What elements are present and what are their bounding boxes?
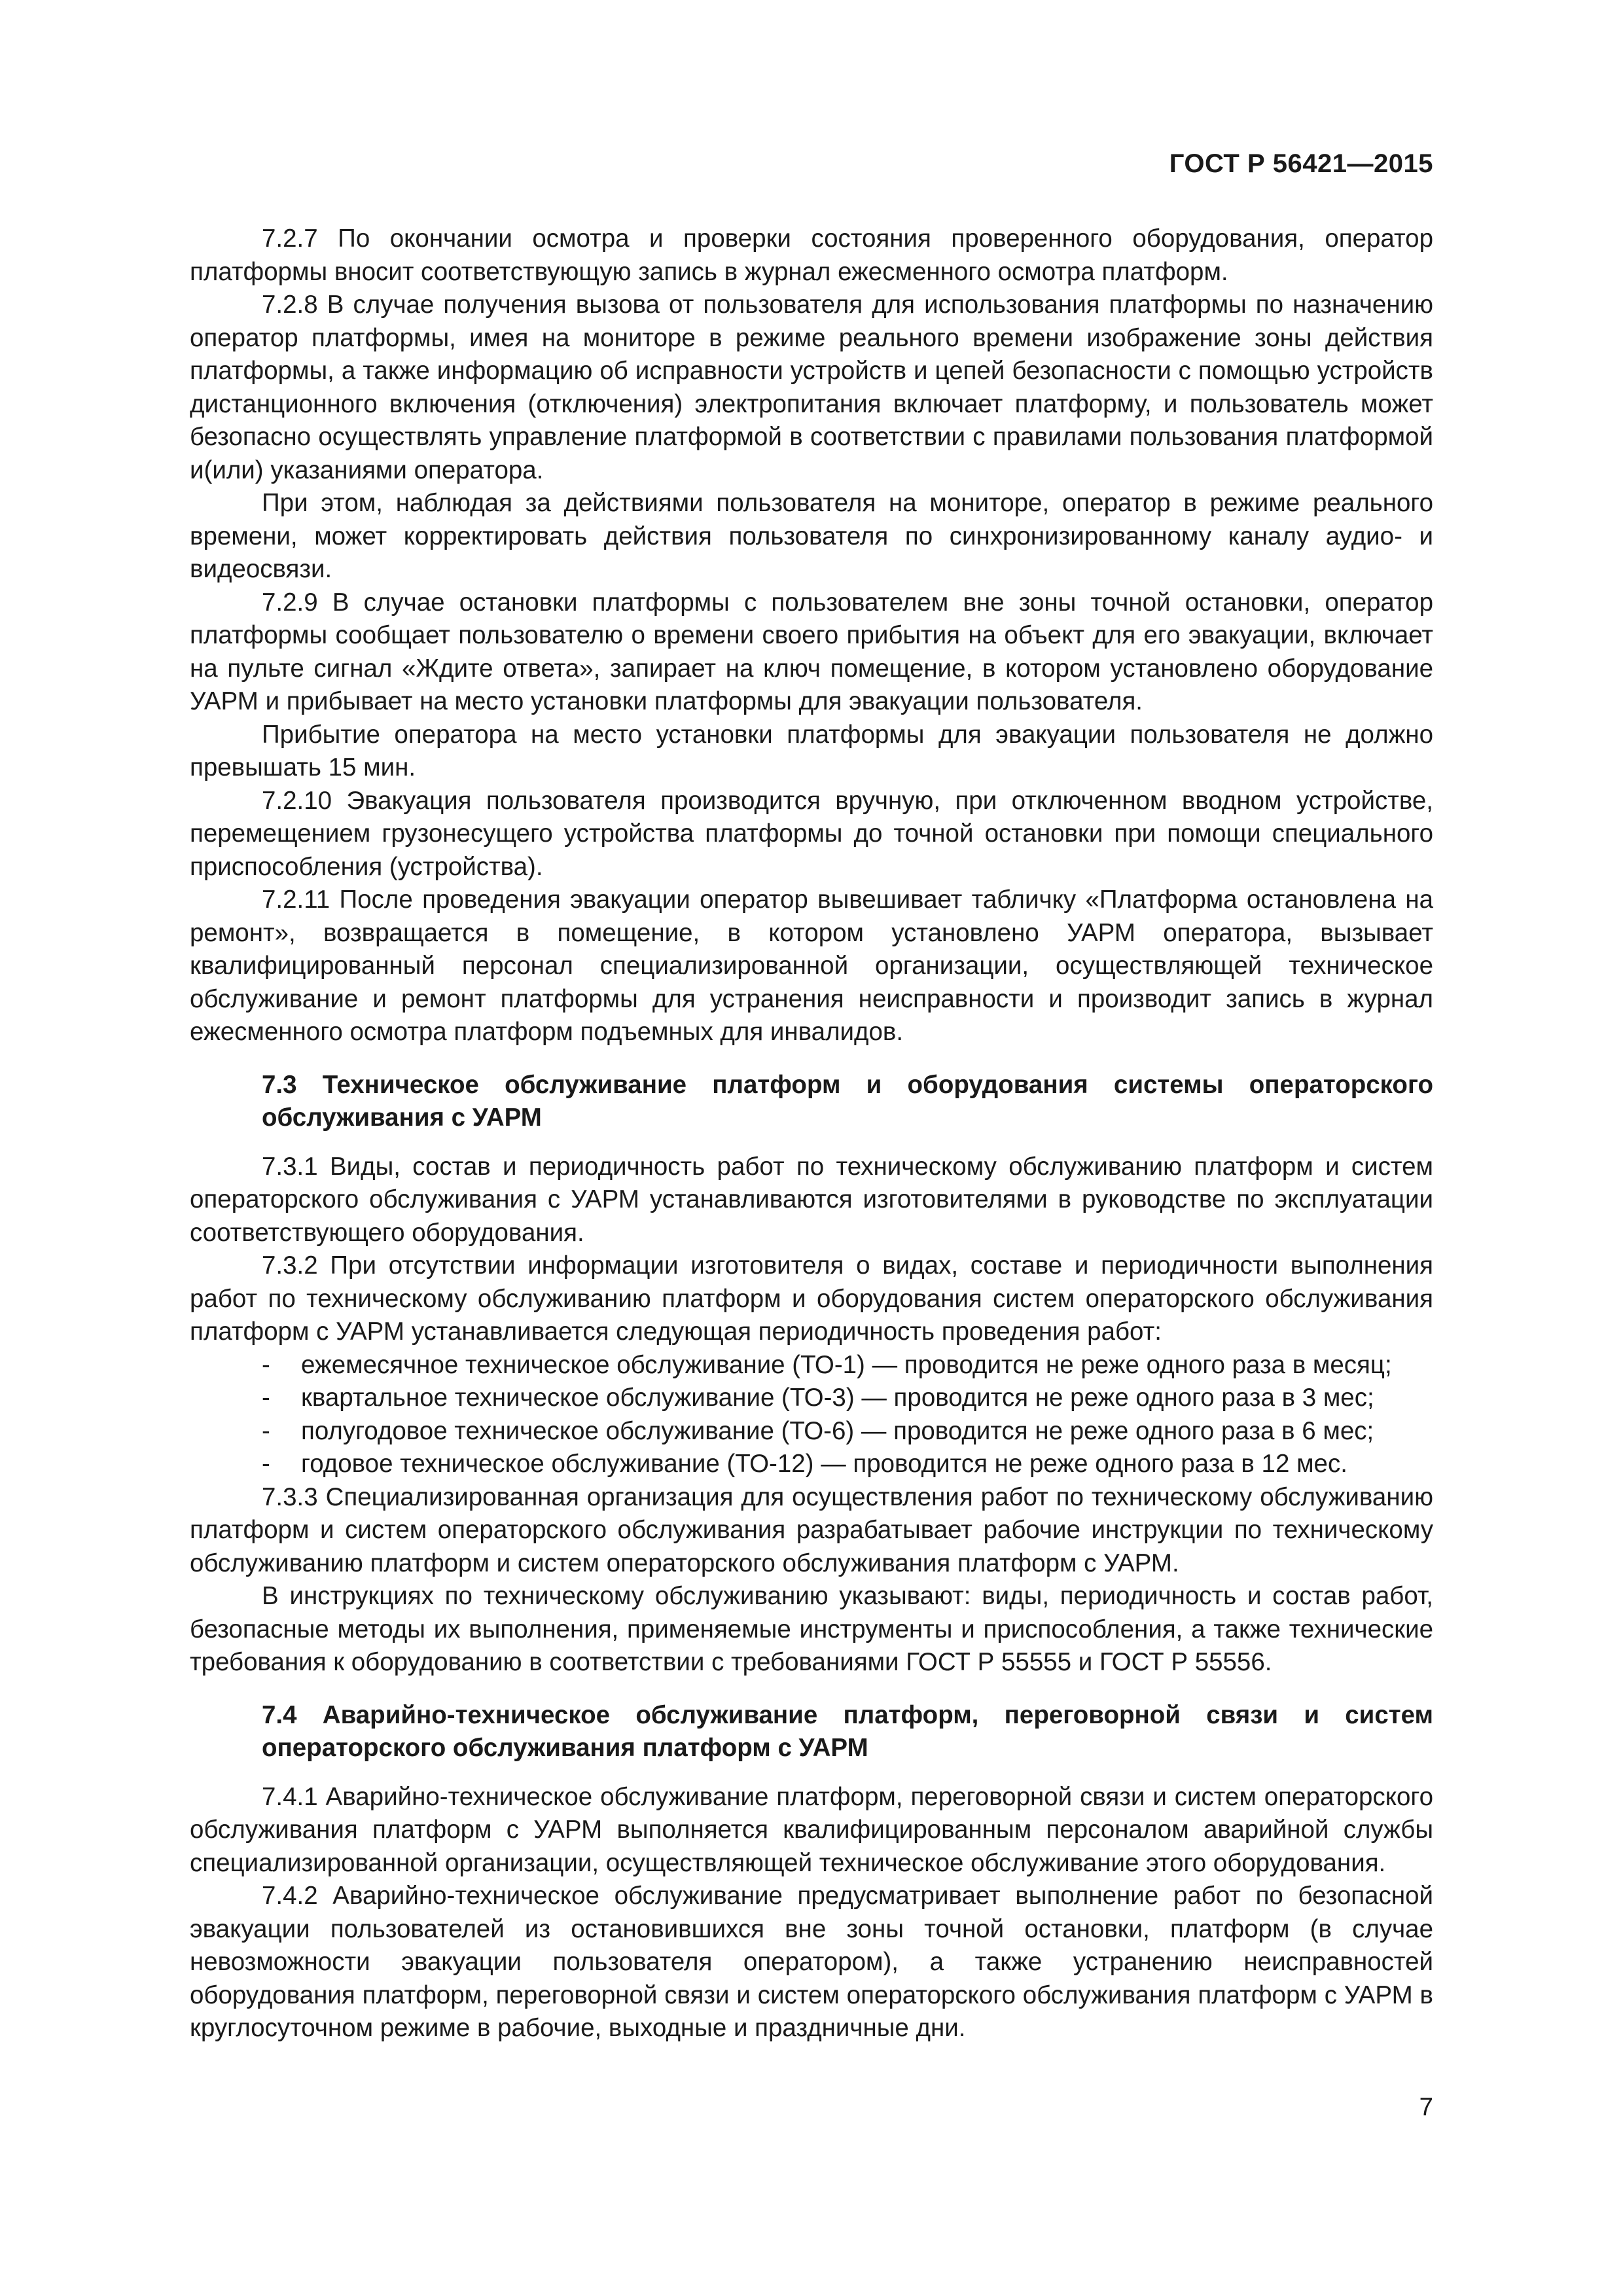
paragraph-7-2-7: 7.2.7 По окончании осмотра и проверки состояния проверенного оборудования, оператор платформы вносит соответствующую запись в журнал ежесменного осмотра платформ. <box>190 224 1433 286</box>
paragraph-7-2-9: 7.2.9 В случае остановки платформы с пользователем вне зоны точной остановки, оператор платформы сообщает пользователю о времени своего прибытия на объект для его эвакуации, включает на пульте сигнал «Ждите ответа», запирает на ключ помещение, в котором установлено оборудование УАРМ и прибывает на место установки платформы для эвакуации пользователя. <box>190 588 1433 715</box>
paragraph-7-2-11: 7.2.11 После проведения эвакуации оператор вывешивает табличку «Платформа остановлена на ремонт», возвращается в помещение, в котором установлено УАРМ оператора, вызывает квалифицированный персонал специализированной организации, осуществляющей техническое обслуживание и ремонт платформы для устранения неисправности и производит запись в журнал ежесменного осмотра платформ подъемных для инвалидов. <box>190 886 1433 1046</box>
paragraph-7-3-2: 7.3.2 При отсутствии информации изготовителя о видах, составе и периодичности выполнения работ по техническому обслуживанию платформ и оборудования систем операторского обслуживания платформ с УАРМ устанавливается следующая периодичность проведения работ: <box>190 1251 1433 1346</box>
document-body <box>190 223 1433 2045</box>
page-number: 7 <box>1419 2093 1433 2121</box>
list-item: - годовое техническое обслуживание (ТО-12) — проводится не реже одного раза в 12 мес. <box>262 1448 1433 1481</box>
list-item: - полугодовое техническое обслуживание (ТО-6) — проводится не реже одного раза в 6 мес; <box>262 1415 1433 1448</box>
paragraph-7-2-10: 7.2.10 Эвакуация пользователя производится вручную, при отключенном вводном устройстве, перемещением грузонесущего устройства платформы до точной остановки при помощи специального приспособления (устройства). <box>190 786 1433 881</box>
list-item: - квартальное техническое обслуживание (ТО-3) — проводится не реже одного раза в 3 мес; <box>262 1382 1433 1415</box>
list-item: - ежемесячное техническое обслуживание (ТО-1) — проводится не реже одного раза в месяц; <box>262 1349 1433 1382</box>
maintenance-period-list <box>190 1349 1433 1481</box>
paragraph-7-2-8: 7.2.8 В случае получения вызова от пользователя для использования платформы по назначению оператор платформы, имея на мониторе в режиме реального времени изображение зоны действия платформы, а также информацию об исправности устройств и цепей безопасности с помощью устройств дистанционного включения (отключения) электропитания включает платформу, и пользователь может безопасно осуществлять управление платформой в соответствии с правилами пользования платформой и(или) указаниями оператора. <box>190 291 1433 484</box>
paragraph-7-3-1: 7.3.1 Виды, состав и периодичность работ по техническому обслуживанию платформ и систем операторского обслуживания с УАРМ устанавливаются изготовителями в руководстве по эксплуатации соответствующего оборудования. <box>190 1152 1433 1247</box>
paragraph-7-3-3-note: В инструкциях по техническому обслуживанию указывают: виды, периодичность и состав работ, безопасные методы их выполнения, применяемые инструменты и приспособления, а также технические требования к оборудованию в соответствии с требованиями ГОСТ Р 55555 и ГОСТ Р 55556. <box>190 1582 1433 1676</box>
paragraph-7-2-9-note: Прибытие оператора на место установки платформы для эвакуации пользователя не должно превышать 15 мин. <box>190 720 1433 781</box>
paragraph-7-4-1: 7.4.1 Аварийно-техническое обслуживание платформ, переговорной связи и систем операторского обслуживания платформ с УАРМ выполняется квалифицированным персоналом аварийной службы специализированной организации, осуществляющей техническое обслуживание этого оборудования. <box>190 1782 1433 1877</box>
section-heading-7-3: 7.3 Техническое обслуживание платформ и оборудования системы операторского обслуживания с УАРМ <box>262 1070 1433 1132</box>
document-code-header: ГОСТ Р 56421—2015 <box>1169 149 1433 178</box>
paragraph-7-3-3: 7.3.3 Специализированная организация для осуществления работ по техническому обслуживанию платформ и систем операторского обслуживания разрабатывает рабочие инструкции по техническому обслуживанию платформ и систем операторского обслуживания платформ с УАРМ. <box>190 1482 1433 1577</box>
paragraph-7-4-2: 7.4.2 Аварийно-техническое обслуживание предусматривает выполнение работ по безопасной эвакуации пользователей из остановившихся вне зоны точной остановки, платформ (в случае невозможности эвакуации пользователя оператором), а также устранению неисправностей оборудования платформ, переговорной связи и систем операторского обслуживания платформ с УАРМ в круглосуточном режиме в рабочие, выходные и праздничные дни. <box>190 1882 1433 2042</box>
paragraph-7-2-8-note: При этом, наблюдая за действиями пользователя на мониторе, оператор в режиме реального времени, может корректировать действия пользователя по синхронизированному каналу аудио- и видеосвязи. <box>190 489 1433 583</box>
section-heading-7-4: 7.4 Аварийно-техническое обслуживание платформ, переговорной связи и систем операторского обслуживания платформ с УАРМ <box>262 1700 1433 1762</box>
